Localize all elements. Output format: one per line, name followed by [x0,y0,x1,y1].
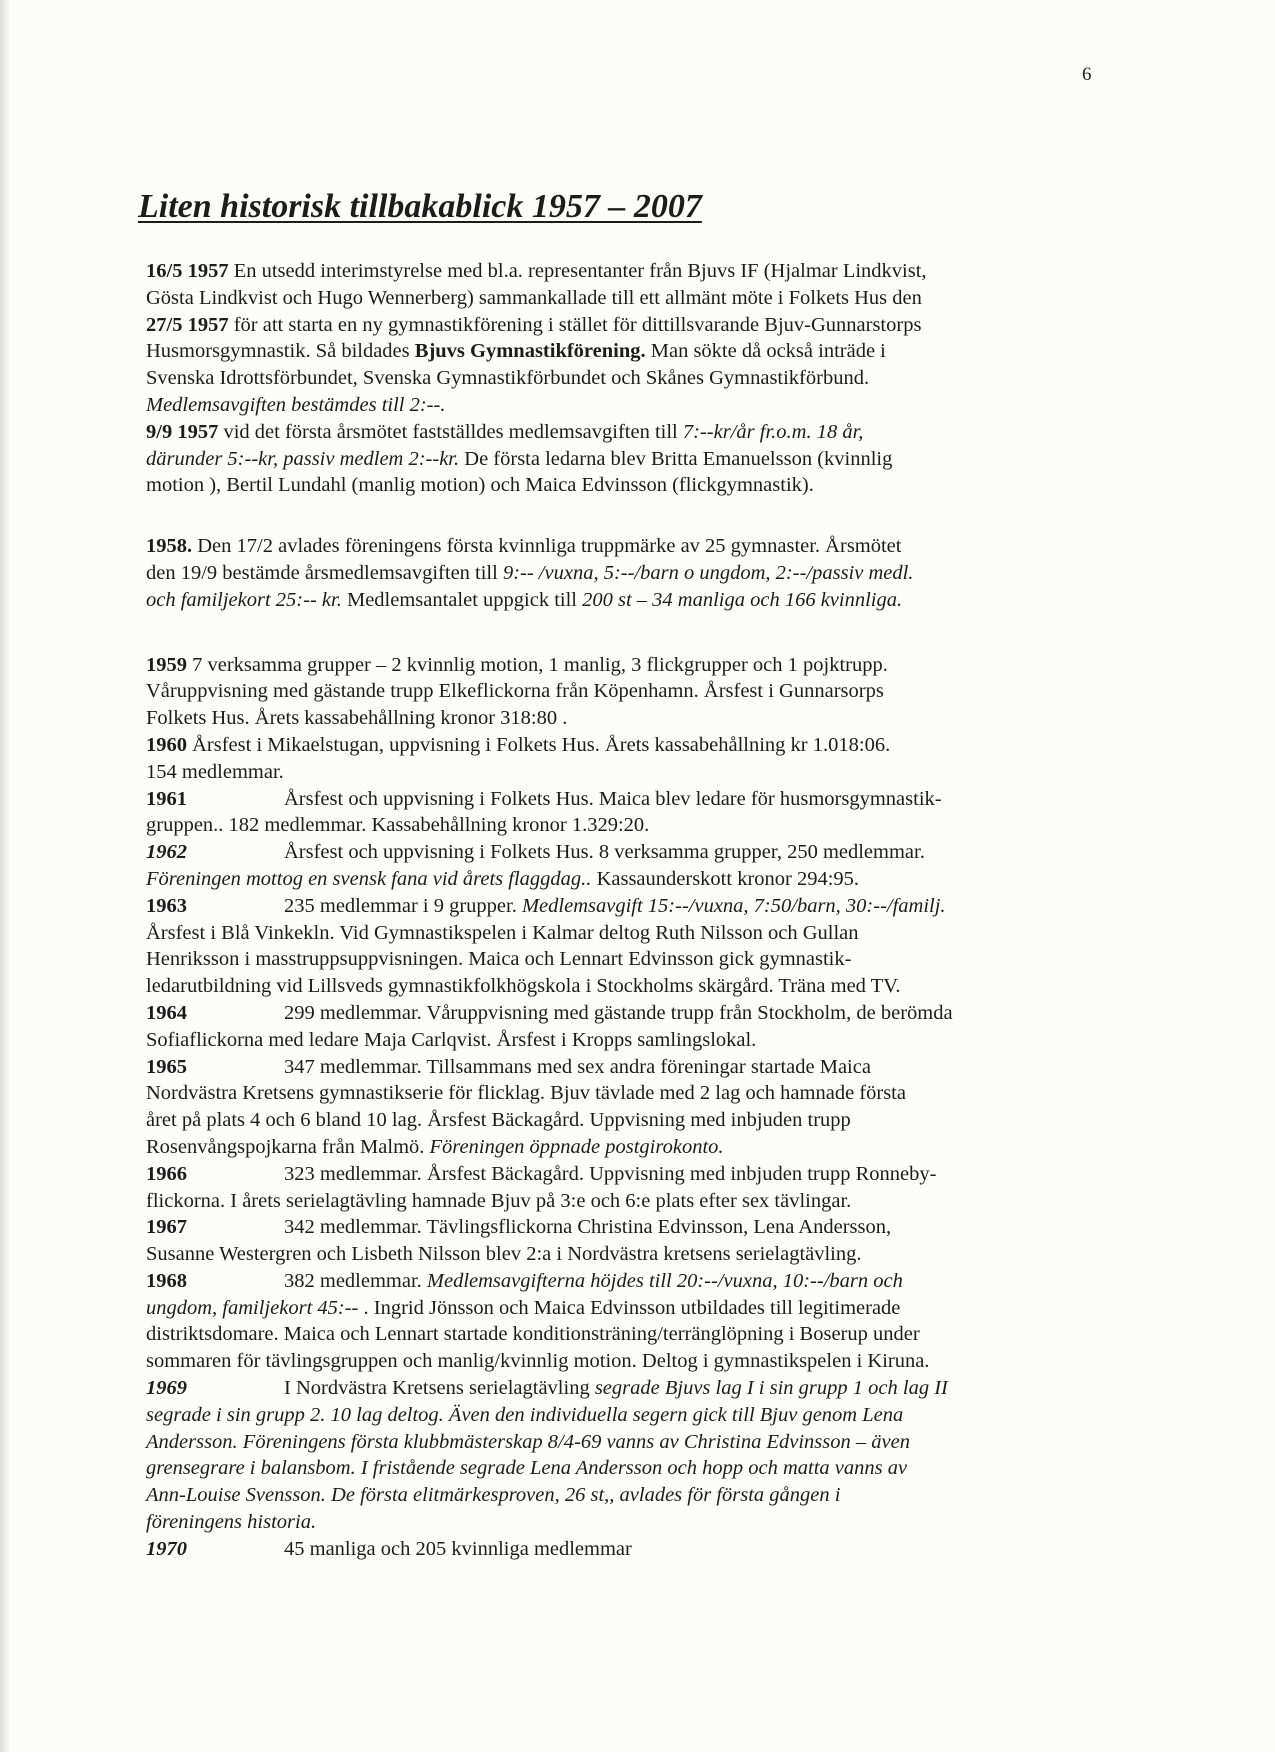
text: Medlemsantalet uppgick till [341,588,583,611]
text: . Ingrid Jönsson och Maica Edvinsson utbildades till legitimerade [358,1296,901,1319]
text: året på plats 4 och 6 bland 10 lag. Årsfest Bäckagård. Uppvisning med inbjuden trupp [146,1109,851,1132]
text-line [146,1402,1106,1429]
text-line [146,1536,1106,1563]
text-line [146,1455,1106,1482]
text: sommaren för tävlingsgruppen och manlig/kvinnlig motion. Deltog i gymnastikspelen i Kiruna. [146,1350,930,1373]
text: Man sökte då också inträde i [645,340,886,363]
text-line [146,560,1106,587]
page-title: Liten historisk tillbakablick 1957 – 2007 [138,188,702,225]
history-text [146,258,1106,1563]
text-line [146,920,1106,947]
text-line [146,1241,1106,1268]
text-italic: Andersson. Föreningens första klubbmästerskap 8/4-69 vanns av Christina Edvinsson – även [146,1430,910,1453]
text-line [146,1107,1106,1134]
text-line [146,866,1106,893]
text: Sofiaflickorna med ledare Maja Carlqvist. Årsfest i Kropps samlingslokal. [146,1028,757,1051]
text: Folkets Hus. Årets kassabehållning kronor 318:80 . [146,707,568,730]
text: 342 medlemmar. Tävlingsflickorna Christina Edvinsson, Lena Andersson, [284,1216,892,1239]
year: 1965 [146,1055,187,1078]
text: 154 medlemmar. [146,760,284,783]
year: 1964 [146,1001,187,1024]
text: 382 medlemmar. [284,1269,427,1292]
text: 299 medlemmar. Våruppvisning med gästande trupp från Stockholm, de berömda [284,1001,953,1024]
text: Våruppvisning med gästande trupp Elkeflickorna från Köpenhamn. Årsfest i Gunnarsorps [146,680,884,703]
text: 235 medlemmar i 9 grupper. [284,894,522,917]
text: En utsedd interimstyrelse med bl.a. representanter från Bjuvs IF (Hjalmar Lindkvist, [228,260,927,282]
text-line [146,1054,1106,1081]
text: flickorna. I årets serielagtävling hamnade Bjuv på 3:e och 6:e plats efter sex tävlingar. [146,1189,852,1212]
text: Husmorsgymnastik. Så bildades [146,340,415,363]
text-line [146,1348,1106,1375]
scan-edge [0,0,10,1752]
text-line [146,1295,1106,1322]
text-line [146,652,1106,679]
text-line [146,1161,1106,1188]
text: 323 medlemmar. Årsfest Bäckagård. Uppvisning med inbjuden trupp Ronneby- [284,1162,937,1185]
text: vid det första årsmötet fastställdes medlemsavgiften till [218,420,683,443]
text-line [146,419,1106,446]
text-line [146,893,1106,920]
text: för att starta en ny gymnastikförening i stället för dittillsvarande Bjuv-Gunnarstorps [228,313,922,336]
year: 1967 [146,1216,187,1239]
text: den 19/9 bestämde årsmedlemsavgiften till [146,561,503,584]
text-line [146,1027,1106,1054]
text-italic: grensegrare i balansbom. I fristående segrade Lena Andersson och hopp och matta vanns av [146,1457,908,1480]
text: Kassaunderskott kronor 294:95. [591,867,860,890]
text-line [146,1188,1106,1215]
year: 1960 [146,733,187,756]
text-line [146,533,1106,560]
text-line [146,446,1106,473]
text-italic: föreningens historia. [146,1511,317,1534]
text-italic: Föreningen öppnade postgirokonto. [429,1135,724,1158]
text: Nordvästra Kretsens gymnastikserie för flicklag. Bjuv tävlade med 2 lag och hamnade första [146,1082,906,1105]
text-line [146,338,1106,365]
club-name: Bjuvs Gymnastikförening. [414,340,646,363]
text: Årsfest i Mikaelstugan, uppvisning i Folkets Hus. Årets kassabehållning kr 1.018:06. [187,733,891,756]
text-line [146,1000,1106,1027]
text-line [146,946,1106,973]
text-line [146,705,1106,732]
text-line [146,1375,1106,1402]
text: Årsfest och uppvisning i Folkets Hus. 8 verksamma grupper, 250 medlemmar. [284,841,925,864]
text-line [146,759,1106,786]
text-line [146,812,1106,839]
date: 9/9 1957 [146,420,219,443]
text-line [146,839,1106,866]
year: 1969 [146,1377,187,1400]
text-line [146,1134,1106,1161]
year: 1966 [146,1162,187,1185]
text-italic: Medlemsavgifterna höjdes till 20:--/vuxna, 10:--/barn och [426,1269,903,1292]
text: 45 manliga och 205 kvinnliga medlemmar [284,1537,632,1560]
text-italic: segrade Bjuvs lag I i sin grupp 1 och lag II [594,1377,948,1400]
year: 1958. [146,535,193,558]
text-line [146,392,1106,419]
text-italic: Föreningen mottog en svensk fana vid årets flaggdag.. [146,867,592,890]
text-line [146,587,1106,614]
text-line [146,258,1106,285]
text-line [146,365,1106,392]
text-italic: ungdom, familjekort 45:-- [146,1296,359,1319]
text-line [146,786,1106,813]
year: 1961 [146,787,187,810]
text: ledarutbildning vid Lillsveds gymnastikfolkhögskola i Stockholms skärgård. Träna med TV. [146,975,901,998]
text: 347 medlemmar. Tillsammans med sex andra föreningar startade Maica [284,1055,871,1078]
year: 1959 [146,653,187,676]
text-line [146,1080,1106,1107]
text: Rosenvångspojkarna från Malmö. [146,1135,430,1158]
text-line [146,1268,1106,1295]
text-italic: segrade i sin grupp 2. 10 lag deltog. Även den individuella segern gick till Bjuv genom Lena [146,1403,904,1426]
text-line [146,678,1106,705]
text-line [146,973,1106,1000]
text-line [146,312,1106,339]
text: motion ), Bertil Lundahl (manlig motion) och Maica Edvinsson (flickgymnastik). [146,474,814,497]
text-line [146,472,1106,499]
text: 7 verksamma grupper – 2 kvinnlig motion, 1 manlig, 3 flickgrupper och 1 pojktrupp. [187,653,888,676]
text-line [146,285,1106,312]
text-line [146,1509,1106,1536]
year: 1968 [146,1269,187,1292]
text: Susanne Westergren och Lisbeth Nilsson blev 2:a i Nordvästra kretsens serielagtävling. [146,1243,862,1266]
text: I Nordvästra Kretsens serielagtävling [284,1377,595,1400]
year: 1962 [146,841,187,864]
text: gruppen.. 182 medlemmar. Kassabehållning kronor 1.329:20. [146,814,650,837]
text-italic: 7:--kr/år fr.o.m. 18 år, [682,420,864,443]
text-italic: 200 st – 34 manliga och 166 kvinnliga. [582,588,903,611]
text: distriktsdomare. Maica och Lennart startade konditionsträning/terränglöpning i Boserup under [146,1323,920,1346]
text-italic: Medlemsavgiften bestämdes till 2:--. [146,393,446,416]
text-italic: Medlemsavgift 15:--/vuxna, 7:50/barn, 30:--/familj. [521,894,946,917]
text-italic: Ann-Louise Svensson. De första elitmärkesproven, 26 st,, avlades för första gången i [146,1484,841,1507]
text-line [146,732,1106,759]
text-line [146,1429,1106,1456]
year: 1970 [146,1537,187,1560]
text-line [146,1482,1106,1509]
text: Den 17/2 avlades föreningens första kvinnliga truppmärke av 25 gymnaster. Årsmötet [192,535,902,558]
date: 16/5 1957 [146,260,229,282]
text: Årsfest och uppvisning i Folkets Hus. Maica blev ledare för husmorsgymnastik- [284,787,942,810]
text: Årsfest i Blå Vinkekln. Vid Gymnastikspelen i Kalmar deltog Ruth Nilsson och Gullan [146,921,859,944]
text-line [146,1214,1106,1241]
text-line [146,1321,1106,1348]
paragraph-gap [146,614,1106,652]
text: Svenska Idrottsförbundet, Svenska Gymnastikförbundet och Skånes Gymnastikförbund. [146,367,870,390]
page-number: 6 [1082,64,1092,85]
year: 1963 [146,894,187,917]
text-italic: 9:-- /vuxna, 5:--/barn o ungdom, 2:--/passiv medl. [502,561,914,584]
text: Henriksson i masstruppsuppvisningen. Maica och Lennart Edvinsson gick gymnastik- [146,948,852,971]
text: Gösta Lindkvist och Hugo Wennerberg) sammankallade till ett allmänt möte i Folkets Hus den [146,286,922,309]
text-italic: därunder 5:--kr, passiv medlem 2:--kr. [146,447,460,470]
text-italic: och familjekort 25:-- kr. [146,588,342,611]
date: 27/5 1957 [146,313,229,336]
paragraph-gap [146,499,1106,533]
text: De första ledarna blev Britta Emanuelsson (kvinnlig [459,447,893,470]
